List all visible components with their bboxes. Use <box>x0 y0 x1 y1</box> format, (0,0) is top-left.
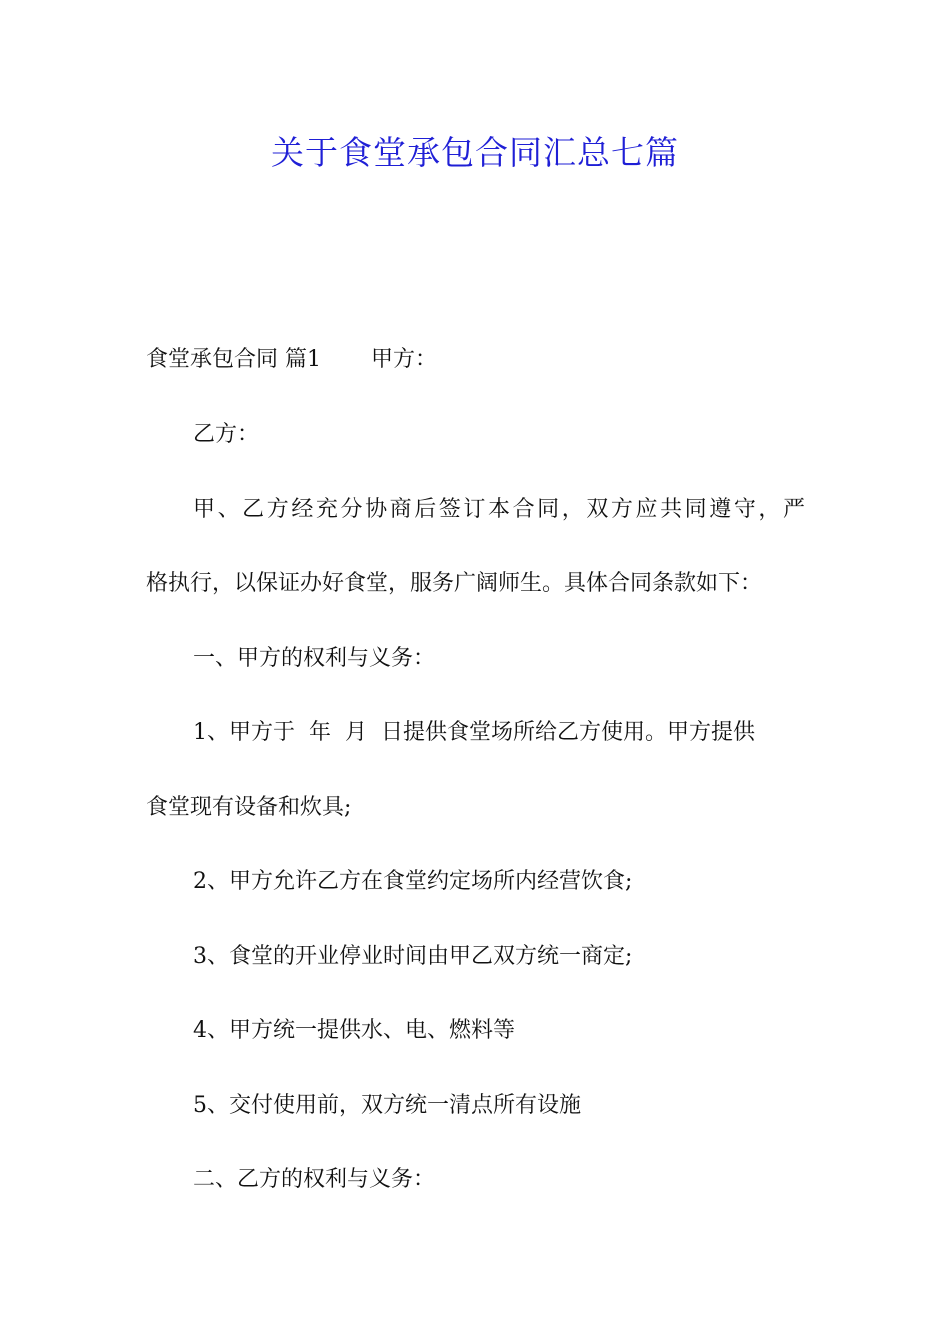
party-b-label: 乙方： <box>193 422 260 447</box>
section-heading-party-a: 一、甲方的权利与义务： <box>193 646 436 671</box>
item-1-year: 年 <box>309 720 332 745</box>
paragraph-intro-line1: 甲、乙方经充分协商后签订本合同，双方应共同遵守，严 <box>193 497 805 522</box>
paragraph-intro-line2: 格执行，以保证办好食堂，服务广阔师生。具体合同条款如下： <box>146 571 763 596</box>
item-1-line1 <box>193 715 805 751</box>
document-title: 关于食堂承包合同汇总七篇 <box>271 133 679 172</box>
item-1-prefix: 1、甲方于 <box>193 720 295 745</box>
item-4: 4、甲方统一提供水、电、燃料等 <box>193 1018 515 1043</box>
item-1-suffix: 日提供食堂场所给乙方使用。甲方提供 <box>381 720 756 745</box>
contract-heading: 食堂承包合同 篇1 <box>146 347 321 372</box>
item-2: 2、甲方允许乙方在食堂约定场所内经营饮食; <box>193 869 633 894</box>
item-1-month: 月 <box>345 720 368 745</box>
item-5: 5、交付使用前，双方统一清点所有设施 <box>193 1093 581 1118</box>
item-1-line2: 食堂现有设备和炊具; <box>146 795 352 820</box>
contract-heading-line <box>146 342 437 378</box>
section-heading-party-b: 二、乙方的权利与义务： <box>193 1167 436 1192</box>
item-3: 3、食堂的开业停业时间由甲乙双方统一商定; <box>193 944 633 969</box>
party-a-label: 甲方： <box>371 347 438 372</box>
